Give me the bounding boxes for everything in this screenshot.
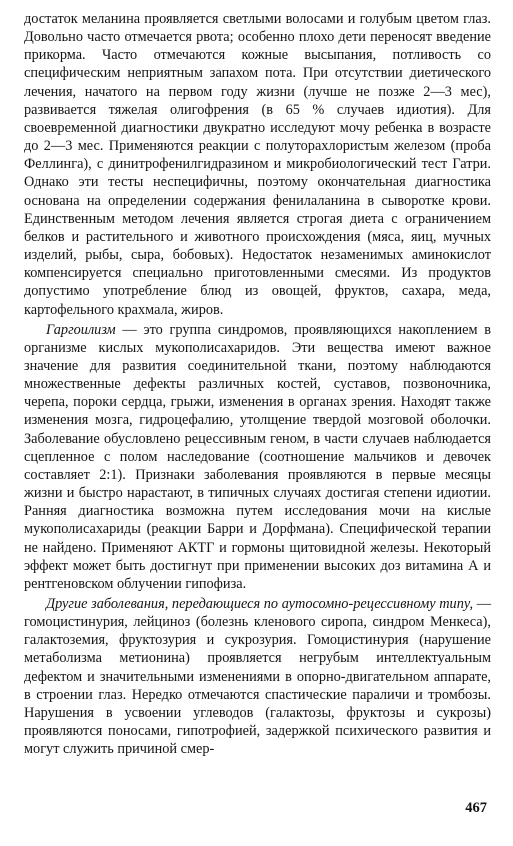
term-gargoylism: Гаргоилизм [46,321,116,338]
gargoylism-description: — это группа синдромов, проявляющихся накоплением в организме кислых мукополисахаридов. Эти вещества имеют важное значение для развития соединительной ткани, поэтому наблюдаются множественные дефекты различных костей, суставов, позвоночника, черепа, пороки сердца, грыжи, изменения в органах зрения. Находят также изменения мозга, гидроцефалию, утолщение твердой мозговой оболочки. Заболевание обусловлено рецессивным геном, в части случаев наблюдается сцепленное с полом наследование (соотношение мальчиков и девочек составляет 2:1). Признаки заболевания проявляются в первые месяцы жизни и быстро нарастают, в типичных случаях достигая степени идиотии. Ранняя диагностика возможна путем исследования мочи на кислые мукополисахариды (реакции Барри и Дорфмана). Специфической терапии не найдено. Применяют АКТГ и гормоны щитовидной железы. Некоторый эффект может быть достигнут при применении высоких доз витамина А и рентгеновском облучении гипофиза. [24,321,491,592]
body-text [24,10,491,758]
paragraph-other-recessive-diseases [24,595,491,758]
other-diseases-description: — гомоцистинурия, лейциноз (болезнь кленового сиропа, синдром Менкеса), галактоземия, фруктозурия и сукрозурия. Гомоцистинурия (нарушение метаболизма метионина) проявляется негрубым интеллектуальным дефектом и значительными изменениями в опорно-двигательном аппарате, в строении глаз. Нередко отмечаются спастические параличи и тромбозы. Нарушения в усвоении углеводов (галактозы, фруктозы и сукрозы) проявляются поносами, гипотрофией, задержкой психического развития и могут служить причиной смер- [24,596,491,758]
term-other-recessive-diseases: Другие заболевания, передающиеся по аутосомно-рецессивному типу, [46,596,474,612]
paragraph-gargoylism [24,321,491,593]
paragraph-phenylketonuria-end: достаток меланина проявляется светлыми волосами и голубым цветом глаз. Довольно часто отмечается рвота; особенно плохо дети переносят введение прикорма. Часто отмечаются кожные высыпания, потливость со специфическим неприятным запахом пота. При отсутствии диетического лечения, начатого на первом году жизни (лучше не позже 2—3 мес), развивается тяжелая олигофрения (в 65 % случаев идиотия). Для своевременной диагностики двукратно исследуют мочу ребенка в возрасте до 2—3 мес. Применяются реакции с полуторахлористым железом (проба Феллинга), с динитрофенилгидразином и микробиологический тест Гатри. Однако эти тесты неспецифичны, поэтому окончательная диагностика основана на определении содержания фенилаланина в сыворотке крови. Единственным методом лечения является строгая диета с ограничением белков и растительного и животного происхождения (мяса, яиц, мучных изделий, рыбы, сыра, бобовых). Недостаток незаменимых аминокислот компенсируется специально приготовленными смесями. Из продуктов допустимо употребление блюд из овощей, фруктов, сахара, меда, картофельного крахмала, жиров. [24,11,491,318]
page-number: 467 [465,800,487,816]
